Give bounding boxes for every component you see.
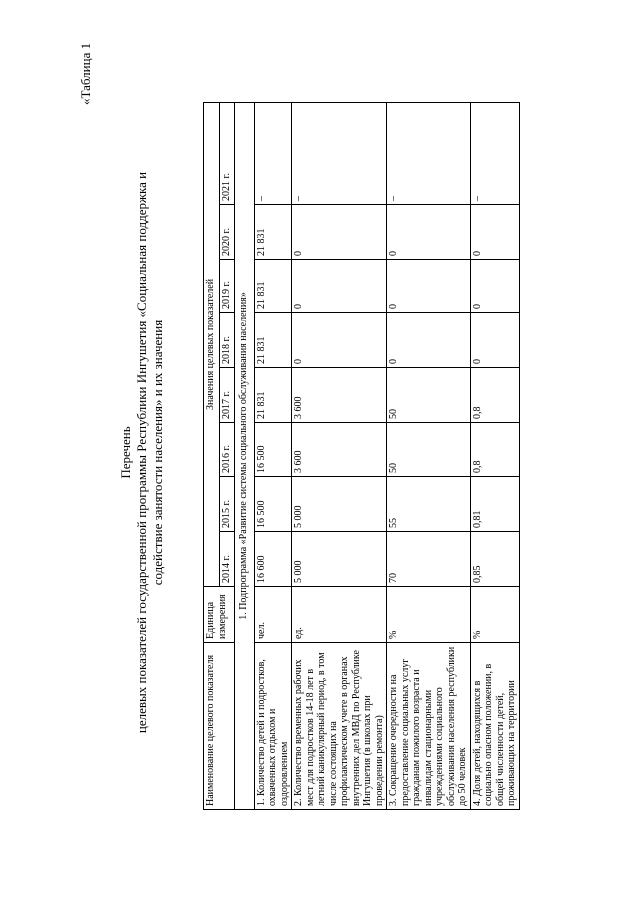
indicator-value: 0 [470,205,519,260]
indicator-value: – [292,102,387,204]
indicator-value: 21 831 [254,205,292,260]
indicator-value: 5 000 [292,477,387,532]
table-row [292,102,387,809]
indicator-value: 0,85 [470,532,519,587]
indicator-value: 16 500 [254,477,292,532]
document-title [118,0,166,905]
table-row [470,102,519,809]
header-year: 2021 г. [220,102,235,204]
header-unit: Единица измерения [204,587,235,643]
indicator-value: 0,8 [470,368,519,423]
indicator-value: 3 600 [292,423,387,477]
indicator-unit: чел. [254,587,292,643]
indicator-value: 50 [387,368,471,423]
indicator-value: 3 600 [292,368,387,423]
indicator-value: 5 000 [292,532,387,587]
header-year: 2019 г. [220,260,235,313]
header-year: 2014 г. [220,532,235,587]
indicator-value: 0 [387,313,471,368]
header-values-group: Значения целевых показателей [204,102,220,586]
indicator-unit: % [387,587,471,643]
indicator-value: 16 600 [254,532,292,587]
indicator-value: – [387,102,471,204]
indicator-value: 21 831 [254,260,292,313]
header-name: Наименование целевого показателя [204,643,235,810]
title-line: содействие занятости населения» и их значения [150,319,165,586]
indicator-value: 55 [387,477,471,532]
indicator-unit: % [470,587,519,643]
indicator-value: – [470,102,519,204]
indicators-table [203,102,520,810]
table-row [387,102,471,809]
indicator-value: 70 [387,532,471,587]
indicator-value: 21 831 [254,368,292,423]
indicator-name: 4. Доля детей, находящихся в социально опасном положении, в общей численности детей, проживающих на территории [470,643,519,810]
header-year: 2016 г. [220,423,235,477]
header-year: 2017 г. [220,368,235,423]
indicator-value: 0 [470,260,519,313]
table-number: «Таблица 1 [78,42,93,105]
indicator-value: 50 [387,423,471,477]
indicator-value: 21 831 [254,313,292,368]
indicator-name: 2. Количество временных рабочих мест для подростков 14-18 лет в летний каникулярный период, в том числе состоящих на профилактическом учете в органах внутренних дел МВД по Республике Ингушетия (в школах при проведении ремонта) [292,643,387,810]
header-year: 2020 г. [220,205,235,260]
indicator-unit: ед. [292,587,387,643]
indicator-name: 1. Количество детей и подростков, охваченных отдыхом и оздоровлением [254,643,292,810]
table-row [254,102,292,809]
indicator-value: 0,81 [470,477,519,532]
title-line: целевых показателей государственной программы Республики Ингушетия «Социальная поддержка и [134,171,149,734]
indicator-value: – [254,102,292,204]
title-line: Перечень [118,426,133,479]
indicator-value: 0 [470,313,519,368]
indicator-value: 0,8 [470,423,519,477]
header-year: 2018 г. [220,313,235,368]
indicator-value: 0 [387,260,471,313]
indicator-value: 16 500 [254,423,292,477]
indicator-value: 0 [292,260,387,313]
subprogram-row: 1. Подпрограмма «Развитие системы социального обслуживания населения» [235,102,255,809]
indicator-value: 0 [387,205,471,260]
indicator-value: 0 [292,313,387,368]
header-year: 2015 г. [220,477,235,532]
indicator-name: 3. Сокращение очередности на предоставление социальных услуг гражданам пожилого возраста и инвалидам стационарными учреждениями социального обслуживания населения республики до 50 человек [387,643,471,810]
indicator-value: 0 [292,205,387,260]
